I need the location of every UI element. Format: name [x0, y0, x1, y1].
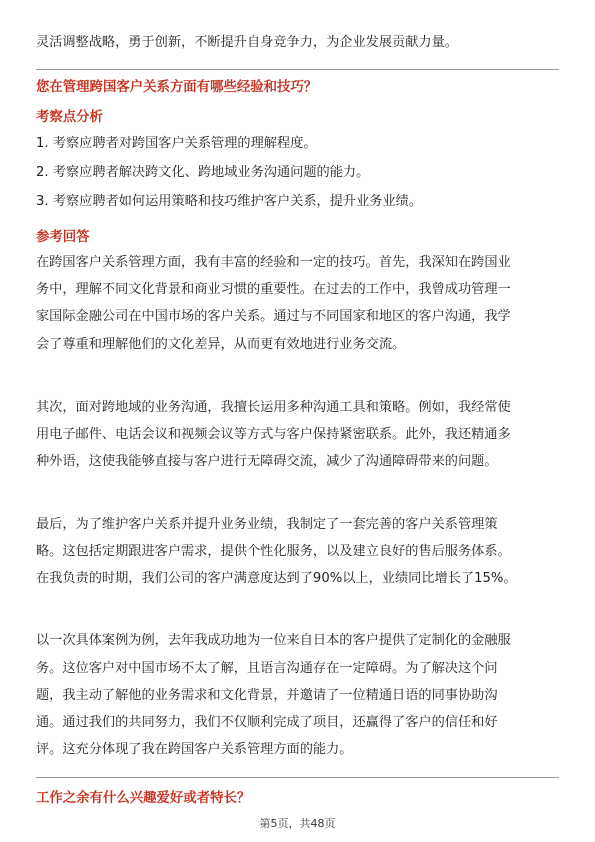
answer-line: 家国际金融公司在中国市场的客户关系。通过与不同国家和地区的客户沟通，我学 — [36, 309, 511, 324]
answer-line: 其次，面对跨地域的业务沟通，我擅长运用多种沟通工具和策略。例如，我经常使 — [36, 400, 511, 415]
analysis-item: 2. 考察应聘者解决跨文化、跨地域业务沟通问题的能力。 — [36, 165, 370, 180]
answer-heading: 参考回答 — [36, 230, 90, 245]
answer-line: 题，我主动了解他的业务需求和文化背景，并邀请了一位精通日语的同事协助沟 — [36, 688, 498, 703]
page-number: 第5页，共48页 — [259, 817, 336, 830]
analysis-heading: 考察点分析 — [36, 110, 103, 125]
answer-line: 用电子邮件、电话会议和视频会议等方式与客户保持紧密联系。此外，我还精通多 — [36, 427, 511, 442]
analysis-item: 1. 考察应聘者对跨国客户关系管理的理解程度。 — [36, 136, 317, 151]
next-question-title: 工作之余有什么兴趣爱好或者特长？ — [36, 791, 251, 806]
answer-line: 会了尊重和理解他们的文化差异，从而更有效地进行业务交流。 — [36, 337, 406, 352]
answer-line: 务。这位客户对中国市场不太了解，且语言沟通存在一定障碍。为了解决这个问 — [36, 661, 498, 676]
answer-line: 评。这充分体现了我在跨国客户关系管理方面的能力。 — [36, 742, 353, 757]
answer-line: 最后，为了维护客户关系并提升业务业绩，我制定了一套完善的客户关系管理策 — [36, 517, 498, 532]
answer-line: 在跨国客户关系管理方面，我有丰富的经验和一定的技巧。首先，我深知在跨国业 — [36, 255, 511, 270]
previous-answer-tail: 灵活调整战略，勇于创新，不断提升自身竞争力，为企业发展贡献力量。 — [36, 35, 458, 50]
answer-line: 务中，理解不同文化背景和商业习惯的重要性。在过去的工作中，我曾成功管理一 — [36, 282, 511, 297]
analysis-item: 3. 考察应聘者如何运用策略和技巧维护客户关系，提升业务业绩。 — [36, 194, 423, 209]
answer-line: 以一次具体案例为例，去年我成功地为一位来自日本的客户提供了定制化的金融服 — [36, 633, 511, 648]
answer-line: 通。通过我们的共同努力，我们不仅顺利完成了项目，还赢得了客户的信任和好 — [36, 715, 498, 730]
answer-line: 种外语，这使我能够直接与客户进行无障碍交流，减少了沟通障碍带来的问题。 — [36, 454, 498, 469]
section-divider — [36, 69, 559, 70]
answer-line: 略。这包括定期跟进客户需求，提供个性化服务，以及建立良好的售后服务体系。 — [36, 544, 511, 559]
section-divider — [36, 777, 559, 778]
answer-line: 在我负责的时期，我们公司的客户满意度达到了90%以上，业绩同比增长了15%。 — [36, 571, 517, 586]
question-title: 您在管理跨国客户关系方面有哪些经验和技巧？ — [36, 80, 318, 95]
